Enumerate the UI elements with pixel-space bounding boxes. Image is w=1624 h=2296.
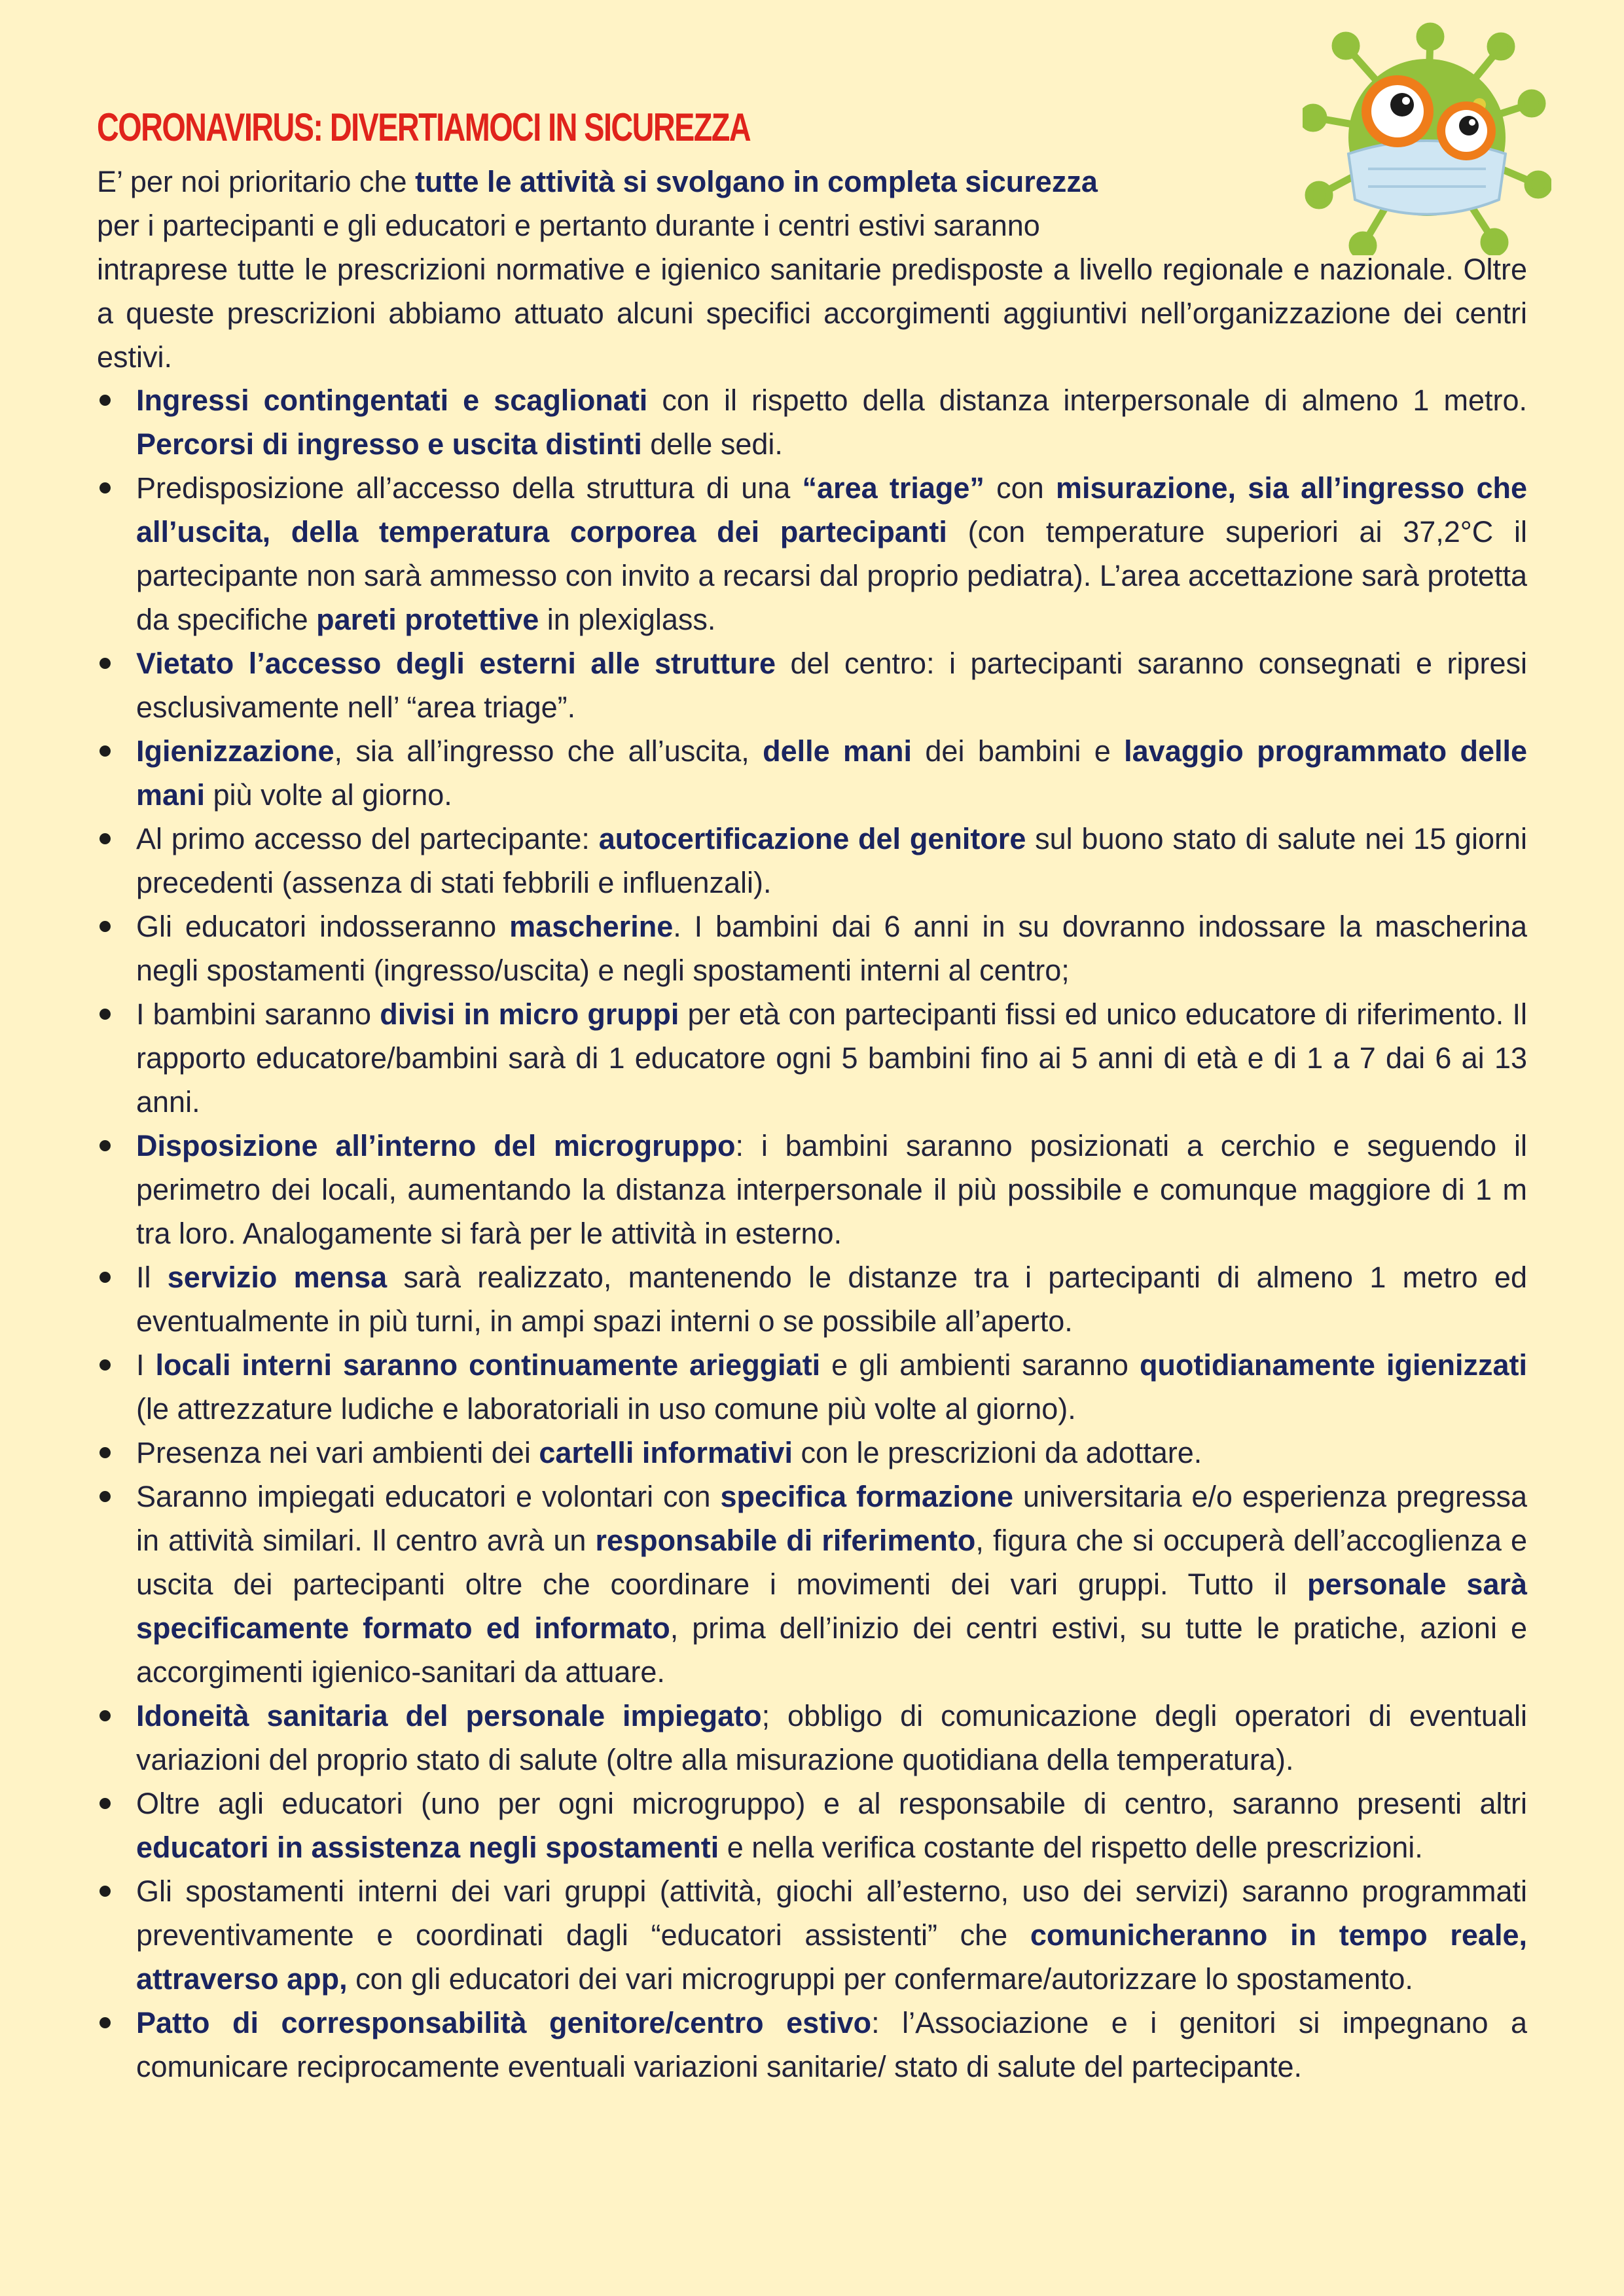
emphasized-text: locali interni saranno continuamente arieggiati: [155, 1348, 821, 1382]
list-item-text: Presenza nei vari ambienti dei: [136, 1436, 539, 1469]
emphasized-text: “area triage”: [802, 471, 984, 505]
emphasized-text: mascherine: [509, 910, 674, 943]
emphasized-text: quotidianamente igienizzati: [1139, 1348, 1527, 1382]
emphasized-text: autocertificazione del genitore: [598, 822, 1026, 855]
list-item: [97, 2001, 1527, 2089]
list-item: [97, 1475, 1527, 1694]
list-item-text: sul buono stato di salute nei 15 giorni precedenti (assenza di stati febbrili e influenzali).: [136, 822, 1527, 899]
list-item-text: (le attrezzature ludiche e laboratoriali in uso comune più volte al giorno).: [136, 1392, 1076, 1426]
emphasized-text: divisi in micro gruppi: [380, 997, 679, 1031]
list-item-text: in plexiglass.: [539, 603, 716, 636]
list-item-text: per età con partecipanti fissi ed unico educatore di riferimento. Il rapporto educatore/bambini sarà di 1 educatore ogni 5 bambini fino ai 5 anni di età e di 1 a 7 dai 6 ai 13 anni.: [136, 997, 1527, 1119]
list-item-text: e nella verifica costante del rispetto delle prescrizioni.: [719, 1831, 1423, 1864]
emphasized-text: servizio mensa: [167, 1261, 388, 1294]
emphasized-text: pareti protettive: [316, 603, 539, 636]
list-item: [97, 992, 1527, 1124]
list-item-text: del centro: i partecipanti saranno consegnati e ripresi esclusivamente nell’ “area triage”.: [136, 647, 1527, 724]
emphasized-text: responsabile di riferimento: [595, 1524, 976, 1557]
emphasized-text: Vietato l’accesso degli esterni alle strutture: [136, 647, 776, 680]
list-item-text: . I bambini dai 6 anni in su dovranno indossare la mascherina negli spostamenti (ingresso/uscita) e negli spostamenti interni al centro;: [136, 910, 1528, 987]
list-item-text: sarà realizzato, mantenendo le distanze tra i partecipanti di almeno 1 metro ed eventualmente in più turni, in ampi spazi interni o se possibile all’aperto.: [136, 1261, 1527, 1338]
list-item-text: Predisposizione all’accesso della struttura di una: [136, 471, 803, 505]
emphasized-text: Idoneità sanitaria del personale impiegato: [136, 1699, 762, 1732]
list-item: [97, 1782, 1527, 1869]
list-item-text: , figura che si occuperà dell’accoglienza e uscita dei partecipanti oltre che coordinare i movimenti dei vari gruppi. Tutto il: [136, 1524, 1528, 1601]
intro-emphasis: tutte le attività si svolgano in completa sicurezza: [415, 165, 1098, 198]
list-item: [97, 729, 1527, 817]
list-item-text: universitaria e/o esperienza pregressa in attività similari. Il centro avrà un: [136, 1480, 1527, 1557]
list-item-text: Al primo accesso del partecipante:: [136, 822, 599, 855]
list-item-text: dei bambini e: [912, 734, 1125, 768]
list-item-text: Saranno impiegati educatori e volontari con: [136, 1480, 721, 1513]
emphasized-text: Ingressi contingentati e scaglionati: [136, 384, 648, 417]
intro-text-rest: intraprese tutte le prescrizioni normative e igienico sanitarie predisposte a livello regionale e nazionale. Oltre a queste prescrizioni abbiamo attuato alcuni specifici accorgimenti aggiuntivi nell’organizzazione dei centri estivi.: [97, 253, 1527, 374]
list-item-text: con il rispetto della distanza interpersonale di almeno 1 metro.: [647, 384, 1527, 417]
intro-line-2: per i partecipanti e gli educatori e pertanto durante i centri estivi saranno: [97, 209, 1040, 242]
emphasized-text: specifica formazione: [720, 1480, 1013, 1513]
list-item-text: I: [136, 1348, 156, 1382]
intro-paragraph: [97, 160, 1527, 379]
list-item-text: Il: [136, 1261, 168, 1294]
emphasized-text: Patto di corresponsabilità genitore/centro estivo: [136, 2006, 872, 2039]
list-item-text: , sia all’ingresso che all’uscita,: [334, 734, 763, 768]
intro-line-1: [97, 160, 1527, 204]
list-item-text: con le prescrizioni da adottare.: [792, 1436, 1202, 1469]
list-item: [97, 378, 1527, 466]
list-item: [97, 1255, 1527, 1343]
list-item-text: , prima dell’inizio dei centri estivi, su tutte le pratiche, azioni e accorgimenti igienico-sanitari da attuare.: [136, 1611, 1527, 1689]
list-item-text: : l’Associazione e i genitori si impegnano a comunicare reciprocamente eventuali variazioni sanitarie/ stato di salute del partecipante.: [136, 2006, 1527, 2083]
list-item-text: Gli spostamenti interni dei vari gruppi (attività, giochi all’esterno, uso dei servizi) saranno programmati preventivamente e coordinati dagli “educatori assistenti” che: [136, 1874, 1527, 1952]
safety-measures-list: [97, 378, 1527, 2089]
emphasized-text: Disposizione all’interno del microgruppo: [136, 1129, 736, 1162]
list-item-text: I bambini saranno: [136, 997, 380, 1031]
list-item: [97, 1431, 1527, 1475]
emphasized-text: Percorsi di ingresso e uscita distinti: [136, 427, 642, 461]
list-item: [97, 1124, 1527, 1255]
list-item: [97, 641, 1527, 729]
list-item-text: (con temperature superiori ai 37,2°C il partecipante non sarà ammesso con invito a recarsi dal proprio pediatra). L’area accettazione sarà protetta da specifiche: [136, 515, 1527, 636]
intro-text: E’ per noi prioritario che: [97, 165, 416, 198]
emphasized-text: educatori in assistenza negli spostamenti: [136, 1831, 719, 1864]
list-item: [97, 1343, 1527, 1431]
emphasized-text: lavaggio programmato delle mani: [136, 734, 1528, 812]
emphasized-text: personale sarà specificamente formato ed informato: [136, 1568, 1528, 1645]
emphasized-text: misurazione, sia all’ingresso che all’uscita, della temperatura corporea dei partecipanti: [136, 471, 1528, 548]
emphasized-text: comunicheranno in tempo reale, attraverso app,: [136, 1918, 1527, 1996]
list-item: [97, 1869, 1527, 2001]
emphasized-text: delle mani: [763, 734, 912, 768]
emphasized-text: Igienizzazione: [136, 734, 334, 768]
page-title: CORONAVIRUS: DIVERTIAMOCI IN SICUREZZA: [97, 105, 751, 149]
list-item-text: ; obbligo di comunicazione degli operatori di eventuali variazioni del proprio stato di salute (oltre alla misurazione quotidiana della temperatura).: [136, 1699, 1527, 1776]
list-item-text: con: [984, 471, 1056, 505]
list-item-text: Oltre agli educatori (uno per ogni microgruppo) e al responsabile di centro, saranno presenti altri: [136, 1787, 1527, 1820]
list-item: [97, 817, 1527, 905]
list-item-text: delle sedi.: [641, 427, 783, 461]
list-item-text: : i bambini saranno posizionati a cerchio e seguendo il perimetro dei locali, aumentando la distanza interpersonale il più possibile e comunque maggiore di 1 m tra loro. Analogamente si farà per le attività in esterno.: [136, 1129, 1527, 1250]
list-item-text: con gli educatori dei vari microgruppi per confermare/autorizzare lo spostamento.: [347, 1962, 1413, 1996]
list-item-text: più volte al giorno.: [205, 778, 452, 812]
list-item-text: e gli ambienti saranno: [820, 1348, 1140, 1382]
list-item: [97, 1694, 1527, 1782]
emphasized-text: cartelli informativi: [539, 1436, 793, 1469]
list-item: [97, 466, 1527, 641]
list-item: [97, 905, 1527, 992]
list-item-text: Gli educatori indosseranno: [136, 910, 510, 943]
